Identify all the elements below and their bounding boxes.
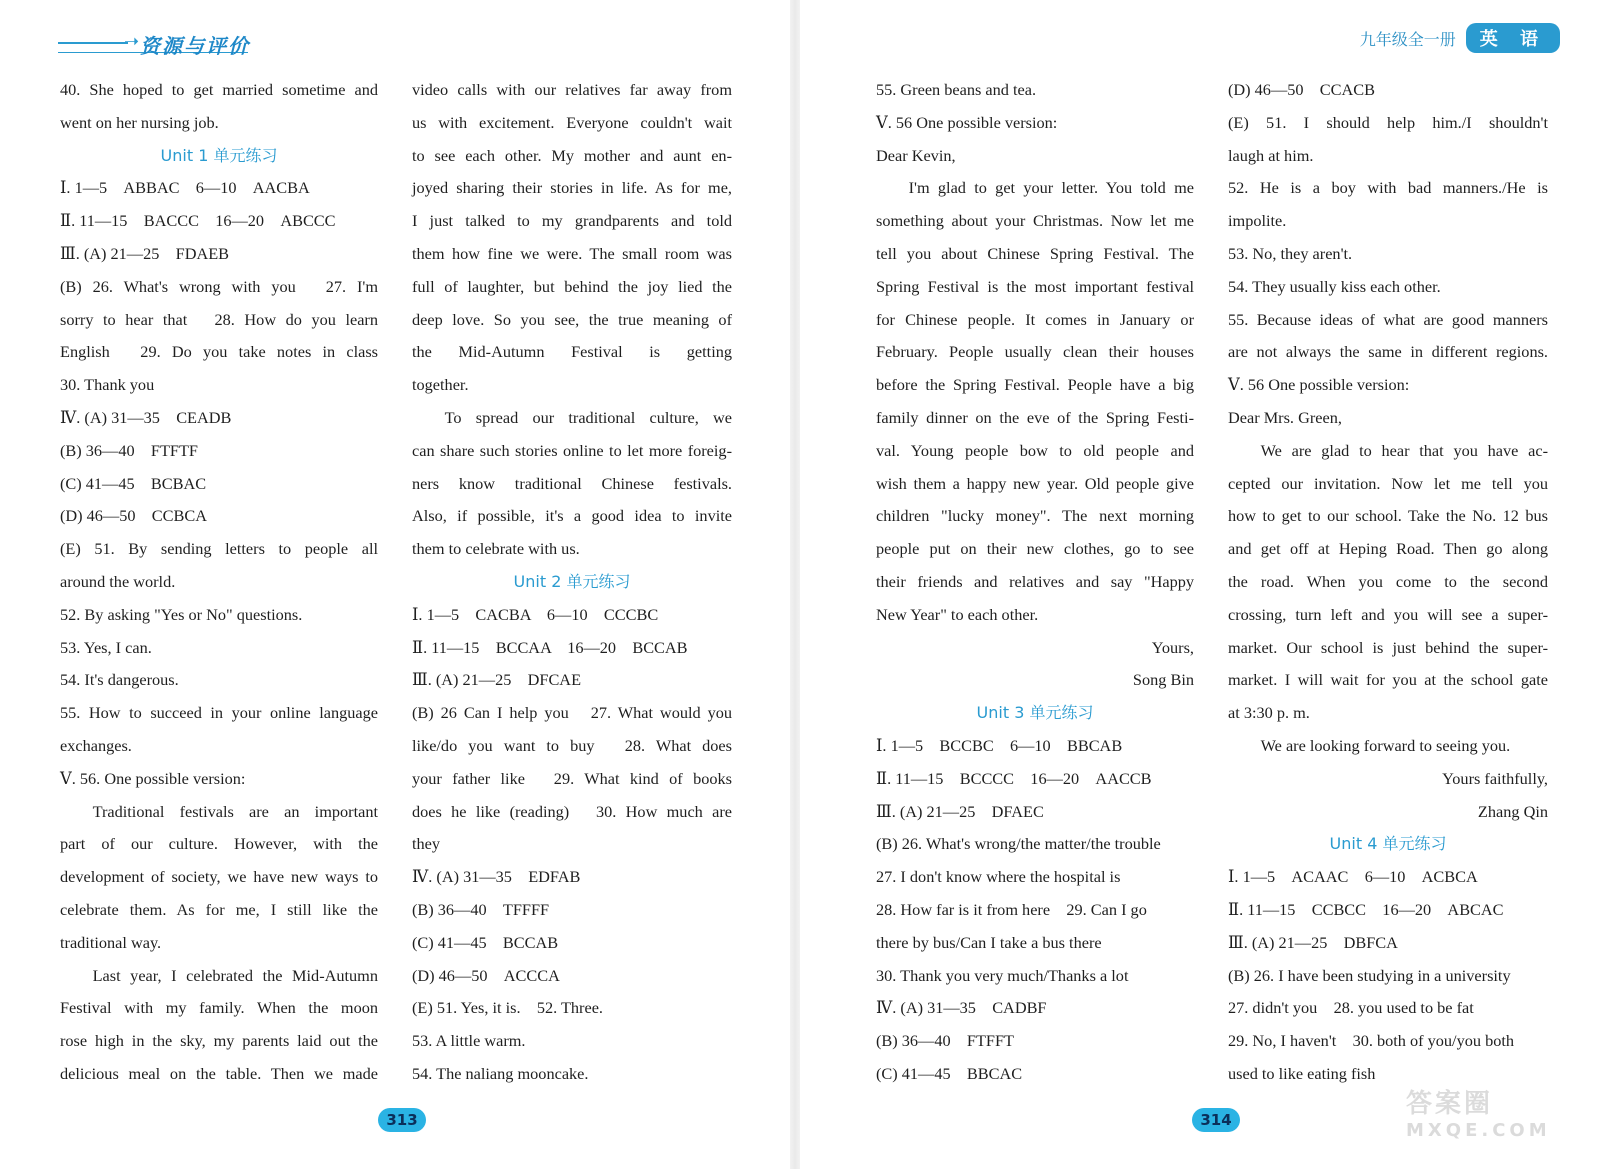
answer-line: for Chinese people. It comes in January or (876, 309, 1194, 329)
watermark (1406, 1083, 1566, 1143)
answer-line: Festival with my family. When the moon (60, 998, 378, 1018)
answer-line: (B) 26. I have been studying in a university (1228, 965, 1511, 985)
answer-line: Ⅰ. 1—5 ABBAC 6—10 AACBA (60, 178, 310, 198)
answer-line: rose high in the sky, my parents laid out the (60, 1031, 378, 1051)
answer-line: Ⅰ. 1—5 CACBA 6—10 CCCBC (412, 604, 659, 624)
answer-line: deep love. So you see, the true meaning of (412, 309, 732, 329)
left-column-2 (412, 74, 732, 1091)
answer-line: before the Spring Festival. People have a big (876, 375, 1194, 395)
answer-line: (E) 51. I should help him./I shouldn't (1228, 112, 1548, 132)
watermark-line1: 答案圈 (1406, 1089, 1494, 1119)
answer-line: cepted our invitation. Now let me tell you (1228, 473, 1548, 493)
answer-line: 54. They usually kiss each other. (1228, 276, 1441, 296)
answer-line: impolite. (1228, 211, 1287, 231)
right-column-1 (876, 74, 1194, 1091)
answer-line: something about your Christmas. Now let me (876, 211, 1194, 231)
answer-line: New Year" to each other. (876, 604, 1039, 624)
answer-line: We are glad to hear that you have ac- (1260, 440, 1548, 460)
page-number: 314 (1192, 1108, 1240, 1132)
answer-line: 27. I don't know where the hospital is (876, 867, 1121, 887)
left-header (58, 28, 258, 58)
answer-line: (B) 36—40 TFFFF (412, 899, 550, 919)
book-gutter (790, 0, 800, 1169)
answer-line: 55. Because ideas of what are good manners (1228, 309, 1548, 329)
answer-line: Yours, (1151, 637, 1194, 657)
grade-label: 九年级全一册 (1359, 29, 1456, 49)
answer-line: Ⅱ. 11—15 BCCAA 16—20 BCCAB (412, 637, 688, 657)
right-header (1360, 24, 1560, 52)
answer-line: 27. didn't you 28. you used to be fat (1228, 998, 1474, 1018)
answer-line: 54. The naliang mooncake. (412, 1063, 589, 1083)
answer-line: (B) 26 Can I help you 27. What would you (412, 703, 732, 723)
answer-line: traditional way. (60, 932, 162, 952)
answer-line: (C) 41—45 BCCAB (412, 932, 559, 952)
answer-line: Ⅲ. (A) 21—25 DFCAE (412, 670, 582, 690)
header-title: 资源与评价 (140, 34, 250, 58)
unit-heading: Unit 4 单元练习 (1329, 834, 1447, 854)
unit-heading: Unit 3 单元练习 (976, 703, 1094, 723)
answer-line: 54. It's dangerous. (60, 670, 179, 690)
unit-heading: Unit 2 单元练习 (513, 571, 631, 591)
answer-line: how to get to our school. Take the No. 12 bus (1228, 506, 1548, 526)
answer-line: Ⅴ. 56 One possible version: (1228, 375, 1410, 395)
answer-line: the road. When you come to the second (1228, 571, 1548, 591)
answer-line: Last year, I celebrated the Mid-Autumn (92, 965, 378, 985)
answer-line: Ⅱ. 11—15 BCCCC 16—20 AACCB (876, 768, 1152, 788)
answer-line: I just talked to my grandparents and told (412, 211, 732, 231)
answer-line: tell you about Chinese Spring Festival. The (876, 243, 1194, 263)
answer-line: market. Our school is just behind the super- (1228, 637, 1548, 657)
answer-line: (D) 46—50 CCBCA (60, 506, 207, 526)
answer-line: (B) 26. What's wrong/the matter/the trouble (876, 834, 1161, 854)
answer-line: people put on their new clothes, go to see (876, 539, 1194, 559)
answer-line: Zhang Qin (1477, 801, 1548, 821)
answer-line: 52. By asking "Yes or No" questions. (60, 604, 303, 624)
answer-line: exchanges. (60, 735, 132, 755)
right-page (800, 0, 1600, 1169)
answer-line: at 3:30 p. m. (1228, 703, 1310, 723)
answer-line: video calls with our relatives far away from (412, 80, 732, 99)
answer-line: (E) 51. Yes, it is. 52. Three. (412, 998, 603, 1018)
answer-line: Ⅳ. (A) 31—35 CADBF (876, 998, 1047, 1018)
answer-line: val. Young people bow to old people and (876, 440, 1194, 460)
answer-line: together. (412, 375, 469, 395)
answer-line: there by bus/Can I take a bus there (876, 932, 1102, 952)
answer-line: celebrate them. As for me, I still like the (60, 899, 378, 919)
answer-line: does he like (reading) 30. How much are (412, 801, 732, 821)
answer-line: Ⅲ. (A) 21—25 DBFCA (1228, 932, 1398, 952)
answer-line: (E) 51. By sending letters to people all (60, 539, 378, 559)
answer-line: February. People usually clean their houses (876, 342, 1194, 362)
answer-line: wish them a happy new year. Old people give (876, 473, 1194, 493)
answer-line: 53. A little warm. (412, 1031, 526, 1051)
answer-line: Ⅴ. 56. One possible version: (60, 768, 246, 788)
answer-line: laugh at him. (1228, 145, 1314, 165)
answer-line: the Mid-Autumn Festival is getting (412, 342, 732, 362)
unit-heading: Unit 1 单元练习 (160, 145, 278, 165)
answer-line: went on her nursing job. (60, 112, 219, 132)
arrow-icon: ➝ (124, 31, 140, 52)
answer-line: market. I will wait for you at the school gate (1228, 670, 1548, 690)
answer-line: full of laughter, but behind the joy lied the (412, 276, 732, 296)
answer-line: (C) 41—45 BCBAC (60, 473, 207, 493)
answer-line: 30. Thank you very much/Thanks a lot (876, 965, 1129, 985)
answer-line: (D) 46—50 CCACB (1228, 80, 1375, 99)
answer-line: joyed sharing their stories in life. As for me, (412, 178, 732, 198)
answer-line: development of society, we have new ways to (60, 867, 378, 887)
answer-line: Ⅰ. 1—5 BCCBC 6—10 BBCAB (876, 735, 1123, 755)
answer-line: Yours faithfully, (1442, 768, 1548, 788)
answer-line: (D) 46—50 ACCCA (412, 965, 560, 985)
answer-line: their friends and relatives and say "Happy (876, 571, 1194, 591)
answer-line: 29. No, I haven't 30. both of you/you both (1228, 1031, 1515, 1051)
answer-line: (B) 36—40 FTFTF (60, 440, 198, 460)
answer-line: us with excitement. Everyone couldn't wait (412, 112, 732, 132)
answer-line: To spread our traditional culture, we (444, 407, 732, 427)
answer-line: part of our culture. However, with the (60, 834, 378, 854)
answer-line: Traditional festivals are an important (92, 801, 378, 821)
answer-line: your father like 29. What kind of books (412, 768, 732, 788)
answer-line: Ⅲ. (A) 21—25 FDAEB (60, 243, 230, 263)
right-column-2 (1228, 74, 1548, 1091)
answer-line: around the world. (60, 571, 176, 591)
answer-line: 55. How to succeed in your online language (60, 703, 378, 723)
answer-line: delicious meal on the table. Then we made (60, 1063, 378, 1083)
answer-line: Ⅴ. 56 One possible version: (876, 112, 1058, 132)
watermark-line2: MXQE.COM (1406, 1120, 1551, 1141)
answer-line: (C) 41—45 BBCAC (876, 1063, 1023, 1083)
answer-line: 28. How far is it from here 29. Can I go (876, 899, 1147, 919)
header-rule (58, 42, 128, 44)
answer-line: Song Bin (1132, 670, 1194, 690)
answer-line: ners know traditional Chinese festivals. (412, 473, 732, 493)
answer-line: can share such stories online to let more foreig- (412, 440, 732, 460)
answer-line: used to like eating fish (1228, 1063, 1376, 1083)
answer-line: (B) 36—40 FTFFT (876, 1031, 1014, 1051)
answer-line: English 29. Do you take notes in class (60, 342, 378, 362)
answer-line: Ⅳ. (A) 31—35 EDFAB (412, 867, 581, 887)
answer-line: Spring Festival is the most important festival (876, 276, 1194, 296)
answer-line: family dinner on the eve of the Spring Festi- (876, 407, 1194, 427)
answer-line: Ⅲ. (A) 21—25 DFAEC (876, 801, 1044, 821)
answer-line: and get off at Heping Road. Then go along (1228, 539, 1548, 559)
subject-badge: 英 语 (1466, 23, 1560, 53)
left-page (0, 0, 790, 1169)
answer-line: 53. No, they aren't. (1228, 243, 1353, 263)
answer-line: children "lucky money". The next morning (876, 506, 1194, 526)
answer-line: 55. Green beans and tea. (876, 80, 1037, 99)
answer-line: 30. Thank you (60, 375, 155, 395)
answer-line: Also, if possible, it's a good idea to invite (412, 506, 732, 526)
answer-line: crossing, turn left and you will see a super- (1228, 604, 1548, 624)
answer-line: they (412, 834, 441, 854)
answer-line: We are looking forward to seeing you. (1260, 735, 1511, 755)
answer-line: 52. He is a boy with bad manners./He is (1228, 178, 1548, 198)
answer-line: (B) 26. What's wrong with you 27. I'm (60, 276, 378, 296)
answer-line: Ⅳ. (A) 31—35 CEADB (60, 407, 232, 427)
left-column-1 (60, 74, 378, 1091)
answer-line: them to celebrate with us. (412, 539, 580, 559)
answer-line: 40. She hoped to get married sometime and (60, 80, 378, 99)
answer-line: Dear Mrs. Green, (1228, 407, 1342, 427)
answer-line: 53. Yes, I can. (60, 637, 152, 657)
answer-line: like/do you want to buy 28. What does (412, 735, 732, 755)
answer-line: Ⅱ. 11—15 BACCC 16—20 ABCCC (60, 211, 336, 231)
answer-line: I'm glad to get your letter. You told me (908, 178, 1194, 198)
answer-line: them how fine we were. The small room was (412, 243, 732, 263)
answer-line: sorry to hear that 28. How do you learn (60, 309, 378, 329)
page-number: 313 (378, 1108, 426, 1132)
answer-line: to see each other. My mother and aunt en- (412, 145, 732, 165)
answer-line: Ⅰ. 1—5 ACAAC 6—10 ACBCA (1228, 867, 1478, 887)
answer-line: Dear Kevin, (876, 145, 956, 165)
answer-line: are not always the same in different regions. (1228, 342, 1548, 362)
answer-line: Ⅱ. 11—15 CCBCC 16—20 ABCAC (1228, 899, 1504, 919)
